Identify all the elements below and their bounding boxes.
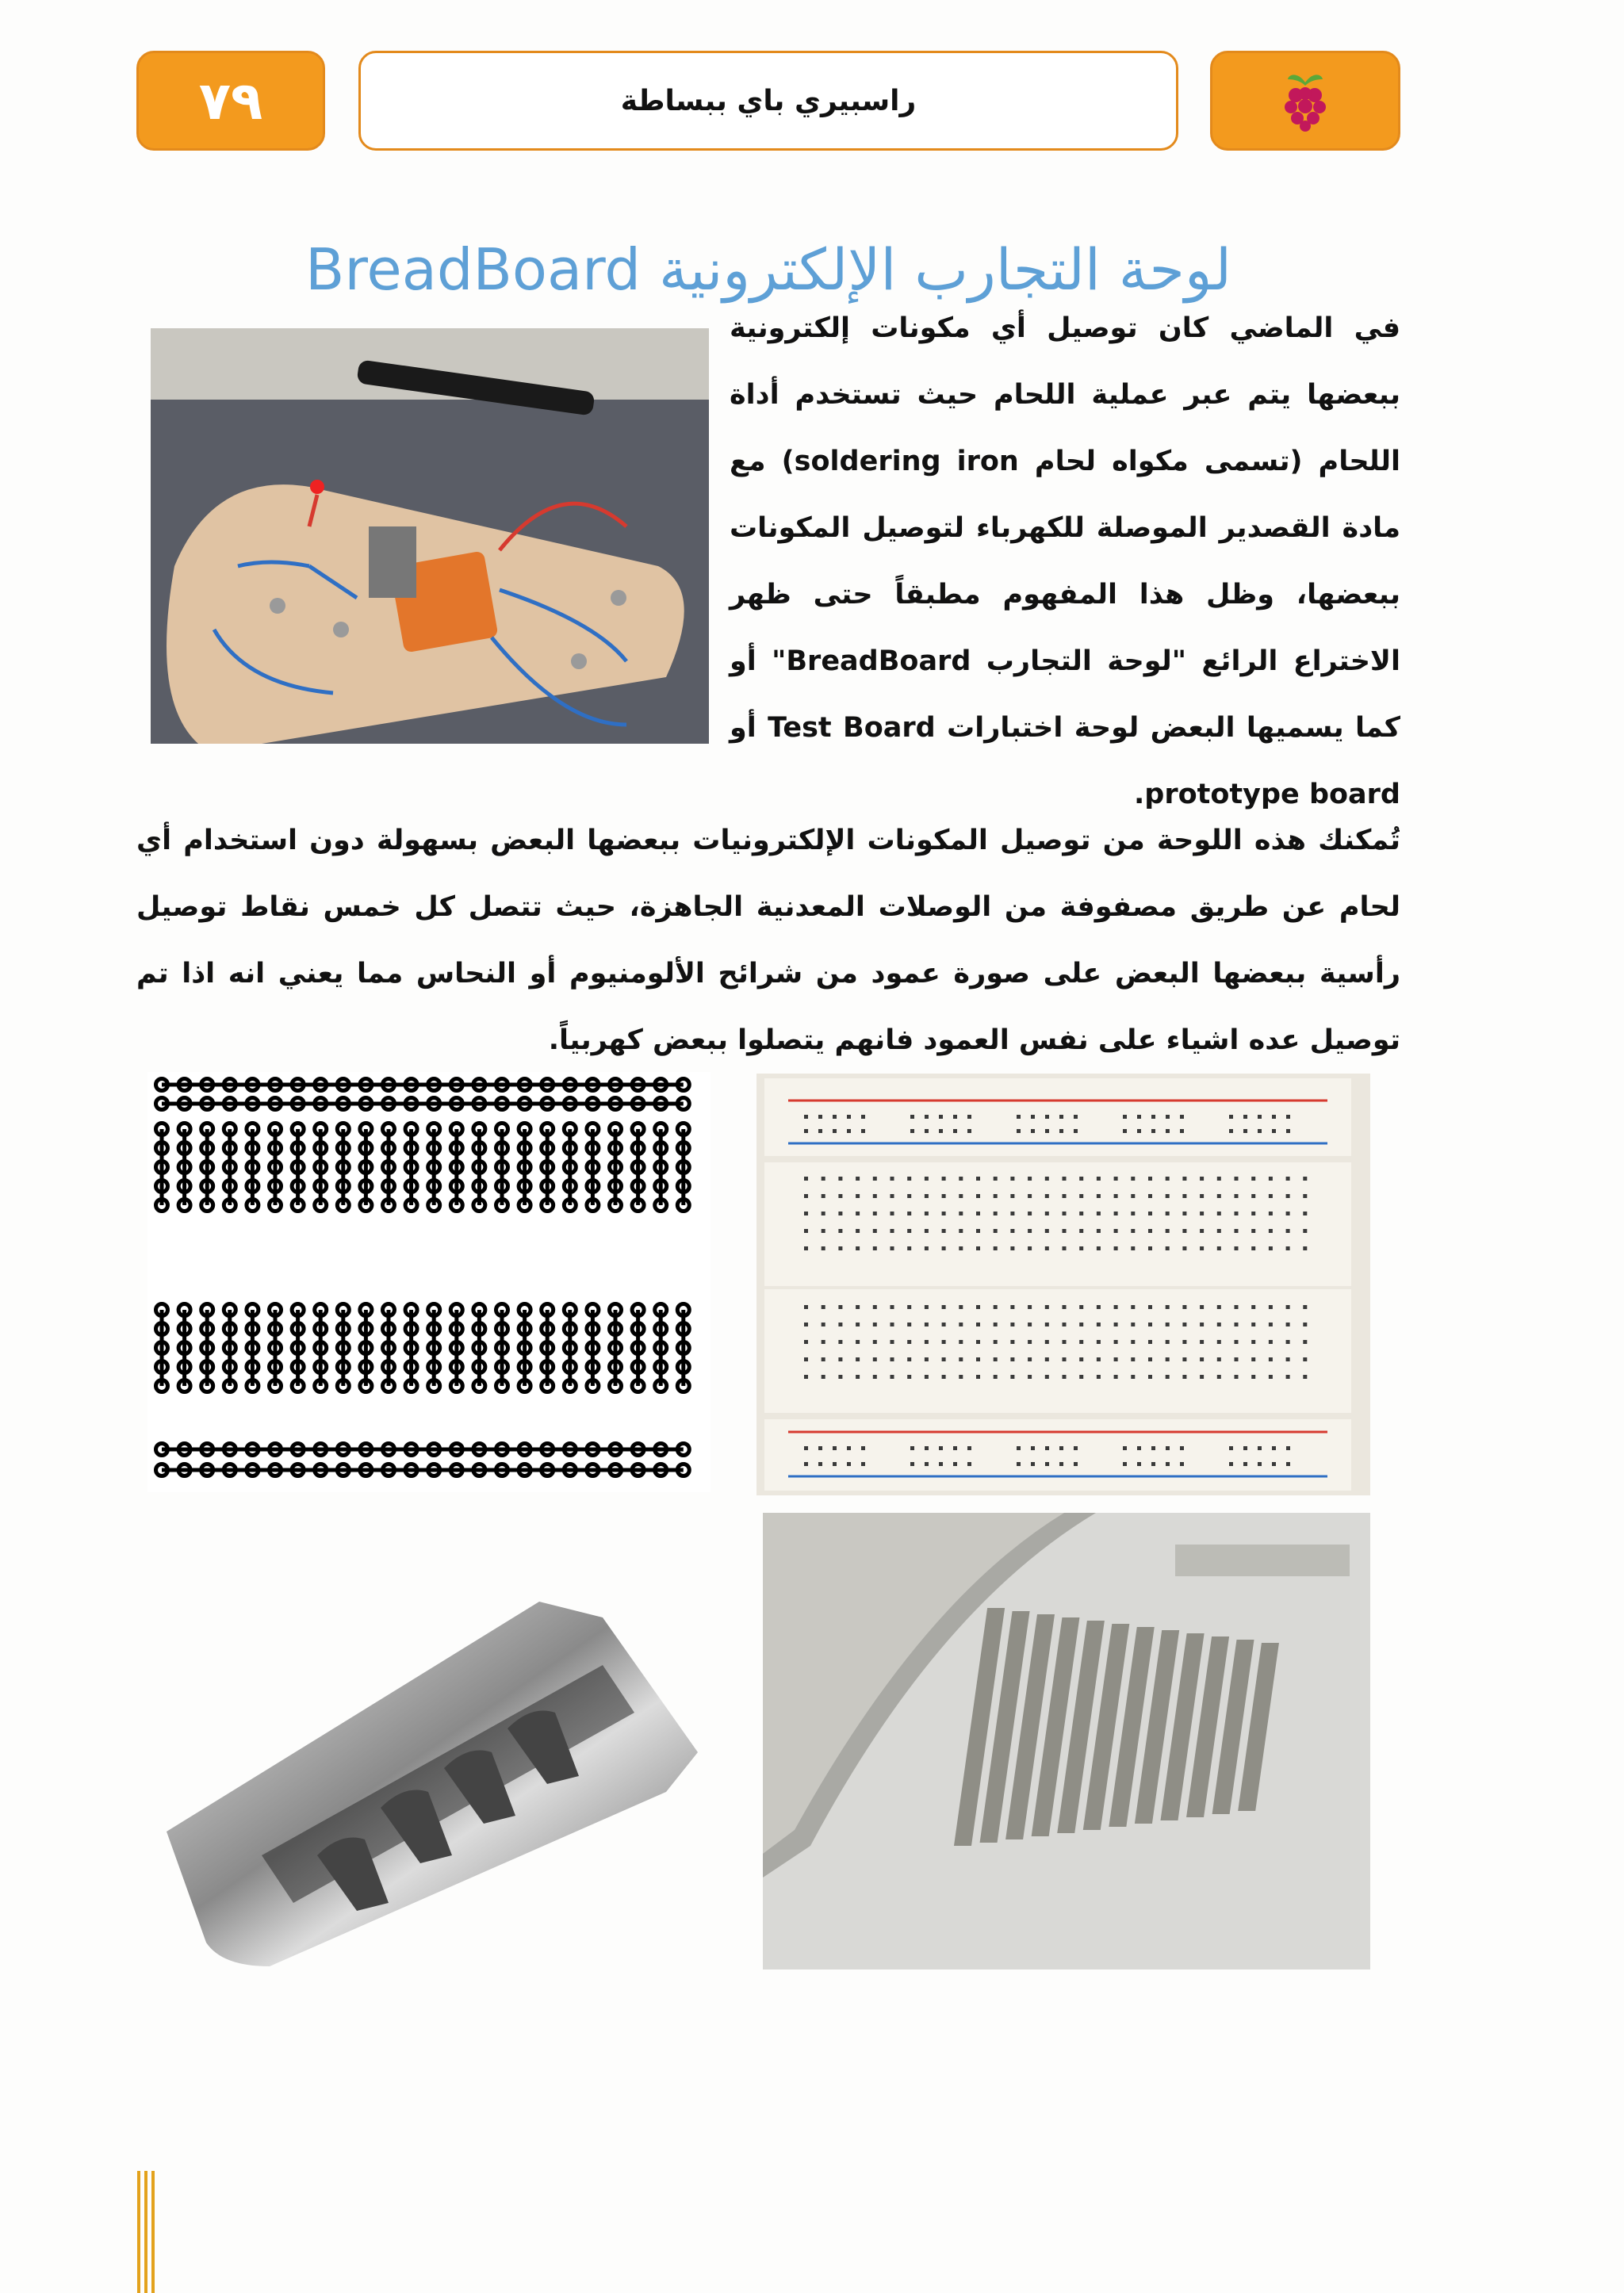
breadboard-connection-diagram xyxy=(147,1072,710,1492)
raspberry-pi-logo-icon xyxy=(1280,70,1331,132)
breadboard-photo xyxy=(756,1074,1370,1495)
logo-box xyxy=(1210,51,1400,151)
metal-clip-strip-photo xyxy=(159,1570,706,1982)
section-title: لوحة التجارب الإلكترونية BreadBoard xyxy=(304,236,1232,304)
breadboard-paragraph: تُمكنك هذه اللوحة من توصيل المكونات الإلكترونيات ببعضها البعض بسهولة دون استخدام أي لحام عن طريق مصفوفة من الوصلات المعدنية الجاهزة، حيث تتصل كل خمس نقاط توصيل رأسية ببعضها البعض على صورة عمود من شرائح الألومنيوم أو النحاس مما يعني انه اذا تم توصيل عده اشياء على نفس العمود فانهم يتصلوا ببعض كهربياً. xyxy=(136,825,1400,1056)
intro-paragraph: في الماضي كان توصيل أي مكونات إلكترونية ببعضها يتم عبر عملية اللحام حيث تستخدم أداة اللحام (تسمى مكواه لحام soldering iron) مع مادة القصدير الموصلة للكهرباء لتوصيل المكونات ببعضها، وظل هذا المفهوم مطبقاً حتى ظهر الاختراع الرائع "لوحة التجارب BreadBoard" أو كما يسميها البعض لوحة اختبارات Test Board أو prototype board. xyxy=(730,312,1400,810)
book-title-box xyxy=(358,51,1178,151)
soldered-circuit-photo xyxy=(151,328,709,744)
book-title: راسبيري باي ببساطة xyxy=(620,84,917,117)
page-number: ٧٩ xyxy=(198,70,263,132)
page-number-box xyxy=(136,51,325,151)
decorative-side-lines xyxy=(136,2171,157,2293)
breadboard-underside-photo xyxy=(763,1513,1370,1970)
